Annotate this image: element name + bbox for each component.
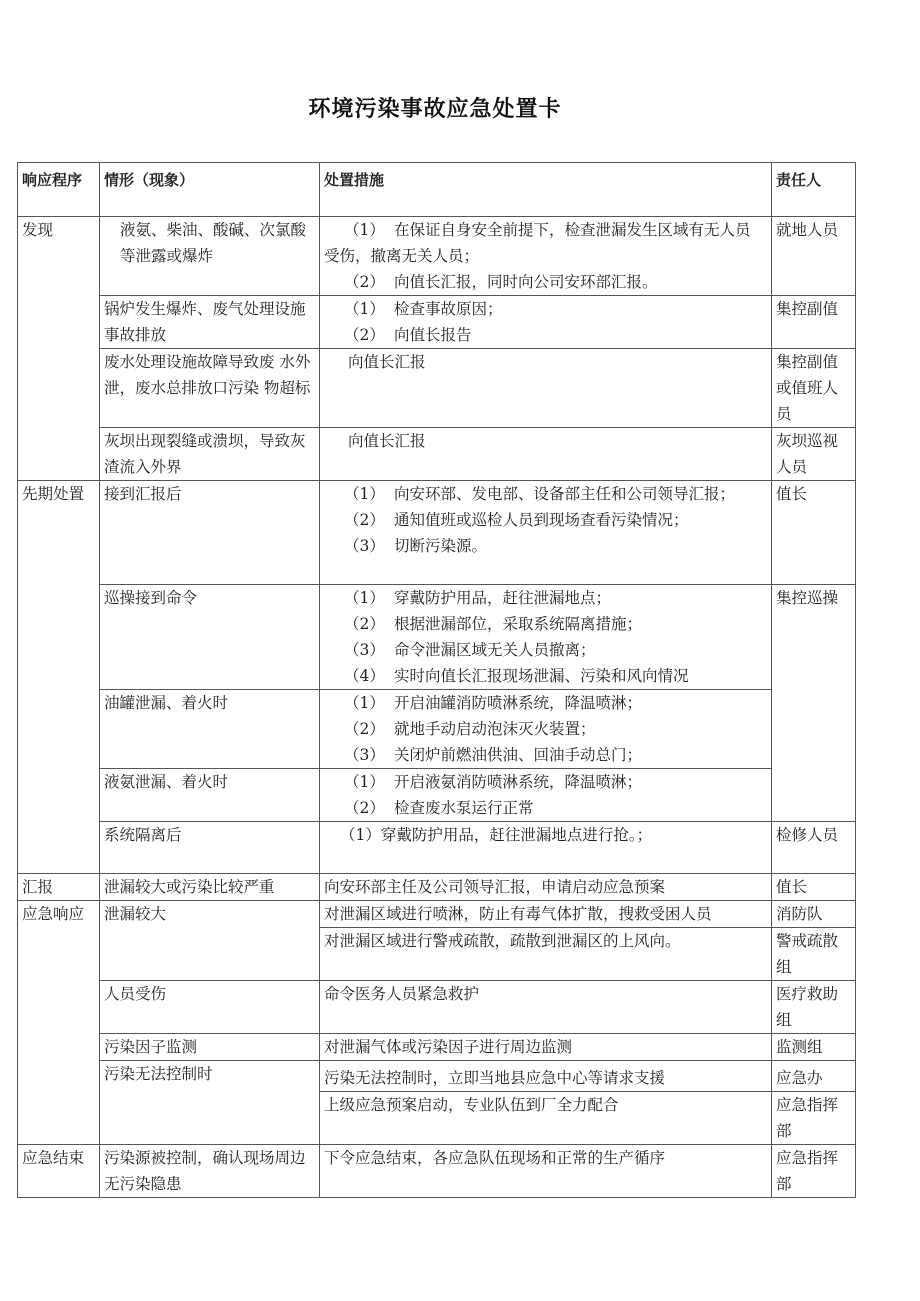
step-number: （2） bbox=[344, 511, 385, 529]
measure-text: 根据泄漏部位，采取系统隔离措施； bbox=[394, 615, 643, 633]
step-number: （3） bbox=[344, 641, 385, 659]
step-number: （1） bbox=[344, 221, 385, 239]
situation-cell: 人员受伤 bbox=[100, 981, 320, 1034]
situation-cell: 液氨泄漏、着火时 bbox=[100, 769, 320, 822]
measures-cell bbox=[320, 769, 772, 822]
measure-text: 穿戴防护用品，赶往泄漏地点； bbox=[394, 589, 612, 607]
situation-cell: 废水处理设施故障导致废 水外泄，废水总排放口污染 物超标 bbox=[100, 349, 320, 428]
responsible-text: 消防队 bbox=[776, 905, 823, 923]
measure-text: 向值长报告 bbox=[394, 326, 472, 344]
step-number: （1） bbox=[344, 589, 385, 607]
responsible-cell: 灰坝巡视人员 bbox=[772, 428, 856, 481]
step-number: （1） bbox=[344, 485, 385, 503]
stage-cell: 应急结束 bbox=[18, 1145, 100, 1198]
stage-cell: 应急响应 bbox=[18, 901, 100, 1145]
responsible-cell bbox=[772, 1061, 856, 1145]
step-number: （1） bbox=[344, 300, 385, 318]
measure-text: 实时向值长汇报现场泄漏、污染和风向情况 bbox=[394, 667, 689, 685]
situation-cell: 泄漏较大 bbox=[100, 901, 320, 981]
measure-text: 在保证自身安全前提下，检查泄漏发生区域有无人员 受伤，撤离无关人员； bbox=[324, 221, 751, 265]
stage-cell: 先期处置 bbox=[18, 481, 100, 874]
measure-text: 对泄漏区域进行喷淋，防止有毒气体扩散，搜救受困人员 bbox=[324, 905, 712, 923]
table-row bbox=[18, 874, 856, 901]
step-number: （2） bbox=[344, 273, 385, 291]
situation-cell: 泄漏较大或污染比较严重 bbox=[100, 874, 320, 901]
situation-cell: 接到汇报后 bbox=[100, 481, 320, 585]
measures-cell bbox=[320, 217, 772, 296]
table-row bbox=[18, 585, 856, 690]
measures-cell bbox=[320, 481, 772, 585]
table-row bbox=[18, 690, 856, 769]
situation-cell: 锅炉发生爆炸、废气处理设施事故排放 bbox=[100, 296, 320, 349]
responsible-cell: 检修人员 bbox=[772, 822, 856, 874]
step-number: （3） bbox=[344, 746, 385, 764]
measures-cell bbox=[320, 296, 772, 349]
measures-cell bbox=[320, 585, 772, 690]
table-row bbox=[18, 981, 856, 1034]
responsible-text: 警戒疏散组 bbox=[772, 927, 855, 980]
step-number: （2） bbox=[344, 615, 385, 633]
responsible-cell: 监测组 bbox=[772, 1034, 856, 1061]
measure-text: 命令泄漏区域无关人员撤离； bbox=[394, 641, 596, 659]
measure-text: 上级应急预案启动，专业队伍到厂全力配合 bbox=[320, 1091, 771, 1118]
measures-cell: 向安环部主任及公司领导汇报，申请启动应急预案 bbox=[320, 874, 772, 901]
responsible-cell: 值长 bbox=[772, 481, 856, 585]
responsible-cell bbox=[772, 901, 856, 981]
table-row bbox=[18, 481, 856, 585]
responsible-cell: 应急指挥部 bbox=[772, 1145, 856, 1198]
measure-text: 就地手动启动泡沫灭火装置； bbox=[394, 720, 596, 738]
measure-text: 检查废水泵运行正常 bbox=[394, 799, 534, 817]
measures-cell: 向值长汇报 bbox=[320, 428, 772, 481]
measure-text: 检查事故原因； bbox=[394, 300, 503, 318]
emergency-card-table bbox=[17, 162, 856, 1198]
situation-cell: 污染无法控制时 bbox=[100, 1061, 320, 1145]
measure-text: 开启油罐消防喷淋系统，降温喷淋； bbox=[394, 694, 643, 712]
measure-text: 污染无法控制时，立即当地县应急中心等请求支援 bbox=[324, 1069, 666, 1087]
responsible-cell: 就地人员 bbox=[772, 217, 856, 296]
measure-text: 关闭炉前燃油供油、回油手动总门； bbox=[394, 746, 643, 764]
measures-cell bbox=[320, 901, 772, 981]
situation-cell: 油罐泄漏、着火时 bbox=[100, 690, 320, 769]
table-row bbox=[18, 901, 856, 981]
measures-cell: 向值长汇报 bbox=[320, 349, 772, 428]
page-title: 环境污染事故应急处置卡 bbox=[308, 97, 562, 122]
responsible-cell: 医疗救助组 bbox=[772, 981, 856, 1034]
situation-cell: 灰坝出现裂缝或溃坝，导致灰渣流入外界 bbox=[100, 428, 320, 481]
responsible-text: 应急办 bbox=[776, 1069, 823, 1087]
step-number: （2） bbox=[344, 799, 385, 817]
situation-cell: 污染源被控制，确认现场周边无污染隐患 bbox=[100, 1145, 320, 1198]
responsible-cell: 集控巡操 bbox=[772, 585, 856, 822]
table-header-row bbox=[18, 163, 856, 217]
stage-cell: 发现 bbox=[18, 217, 100, 481]
header-stage: 响应程序 bbox=[18, 163, 100, 217]
measures-cell: （1）穿戴防护用品，赶往泄漏地点进行抢。； bbox=[320, 822, 772, 874]
table-row bbox=[18, 349, 856, 428]
responsible-text: 应急指挥部 bbox=[772, 1091, 855, 1144]
stage-cell: 汇报 bbox=[18, 874, 100, 901]
situation-cell: 污染因子监测 bbox=[100, 1034, 320, 1061]
measures-cell: 下令应急结束，各应急队伍现场和正常的生产循序 bbox=[320, 1145, 772, 1198]
situation-cell: 液氨、柴油、酸碱、次氯酸等泄露或爆炸 bbox=[100, 217, 320, 296]
table-row bbox=[18, 1034, 856, 1061]
table-row bbox=[18, 1061, 856, 1145]
measure-text: 对泄漏区域进行警戒疏散，疏散到泄漏区的上风向。 bbox=[320, 927, 771, 954]
header-situation: 情形（现象） bbox=[100, 163, 320, 217]
measure-text: 向值长汇报，同时向公司安环部汇报。 bbox=[394, 273, 658, 291]
table-row bbox=[18, 822, 856, 874]
measure-text: 向安环部、发电部、设备部主任和公司领导汇报； bbox=[394, 485, 736, 503]
situation-cell: 系统隔离后 bbox=[100, 822, 320, 874]
step-number: （3） bbox=[344, 537, 385, 555]
step-number: （2） bbox=[344, 326, 385, 344]
step-number: （1） bbox=[344, 773, 385, 791]
responsible-cell: 值长 bbox=[772, 874, 856, 901]
table-row bbox=[18, 1145, 856, 1198]
step-number: （4） bbox=[344, 667, 385, 685]
measure-text: 通知值班或巡检人员到现场查看污染情况； bbox=[394, 511, 689, 529]
table-row bbox=[18, 428, 856, 481]
measure-text: 切断污染源。 bbox=[394, 537, 488, 555]
header-responsible: 责任人 bbox=[772, 163, 856, 217]
situation-cell: 巡操接到命令 bbox=[100, 585, 320, 690]
step-number: （1） bbox=[344, 694, 385, 712]
measure-text: 开启液氨消防喷淋系统，降温喷淋； bbox=[394, 773, 643, 791]
measures-cell: 命令医务人员紧急救护 bbox=[320, 981, 772, 1034]
step-number: （2） bbox=[344, 720, 385, 738]
measures-cell bbox=[320, 1061, 772, 1145]
responsible-cell: 集控副值 bbox=[772, 296, 856, 349]
table-row bbox=[18, 769, 856, 822]
table-row bbox=[18, 296, 856, 349]
measures-cell bbox=[320, 690, 772, 769]
measures-cell: 对泄漏气体或污染因子进行周边监测 bbox=[320, 1034, 772, 1061]
header-measures: 处置措施 bbox=[320, 163, 772, 217]
table-row bbox=[18, 217, 856, 296]
responsible-cell: 集控副值或值班人员 bbox=[772, 349, 856, 428]
